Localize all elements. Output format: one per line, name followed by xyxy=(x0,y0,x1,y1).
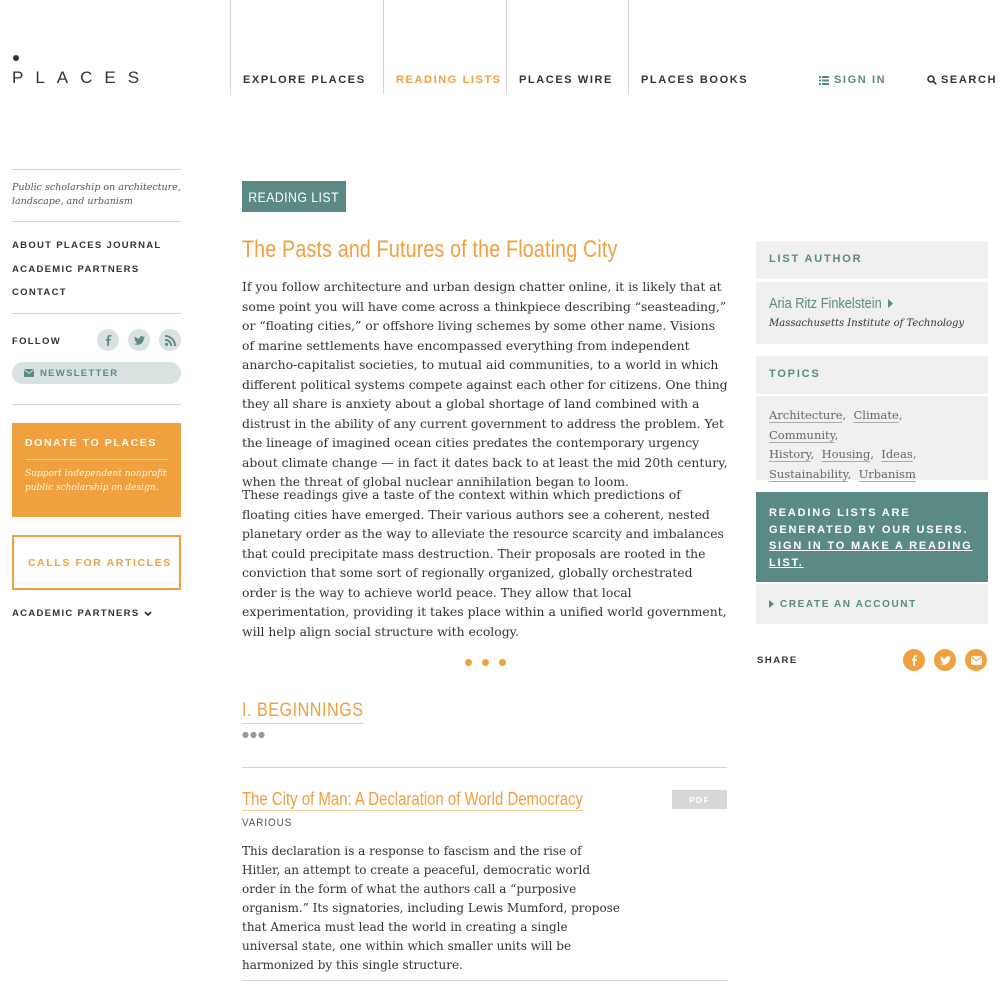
topic-link[interactable]: Sustainability xyxy=(769,466,848,481)
follow-facebook-button[interactable] xyxy=(97,329,119,351)
topic-link[interactable]: Community xyxy=(769,427,835,442)
author-affiliation: Massachusetts Institute of Technology xyxy=(769,318,965,329)
share-label: SHARE xyxy=(757,655,798,666)
share-twitter-button[interactable] xyxy=(934,649,956,671)
twitter-icon xyxy=(134,335,145,346)
section-title: I. BEGINNINGS xyxy=(242,700,363,724)
entry-divider xyxy=(242,980,727,981)
twitter-icon xyxy=(940,655,951,666)
topics-header xyxy=(756,356,988,394)
facebook-icon xyxy=(103,335,114,346)
sidebar-link-contact[interactable]: CONTACT xyxy=(12,287,67,298)
search-icon xyxy=(927,75,937,85)
section-mini-dots: ●●● xyxy=(242,730,266,739)
follow-twitter-button[interactable] xyxy=(128,329,150,351)
create-account-label: CREATE AN ACCOUNT xyxy=(780,598,917,610)
places-logo[interactable]: PLACES xyxy=(12,68,152,87)
topic-link[interactable]: Architecture xyxy=(769,408,843,422)
sign-in-label: SIGN IN xyxy=(834,74,887,86)
logo-dot xyxy=(13,55,19,61)
topics-label: TOPICS xyxy=(769,368,821,380)
sidebar-divider xyxy=(12,404,181,405)
sidebar-link-about[interactable]: ABOUT PLACES JOURNAL xyxy=(12,240,162,251)
search-label: SEARCH xyxy=(941,74,998,86)
list-author-label: LIST AUTHOR xyxy=(769,253,863,265)
sign-in-prompt xyxy=(756,492,988,582)
share-email-button[interactable] xyxy=(965,649,987,671)
chevron-down-icon xyxy=(144,611,152,617)
reading-list-badge-label: READING LIST xyxy=(248,188,340,205)
topic-link[interactable]: Ideas xyxy=(881,447,913,461)
donate-subtitle: Support independent nonprofit public scholarship on design. xyxy=(25,469,167,493)
topics-panel xyxy=(756,396,988,480)
entry-divider xyxy=(242,767,727,768)
nav-explore-places[interactable]: EXPLORE PLACES xyxy=(243,74,366,86)
calls-for-articles-button[interactable] xyxy=(12,535,181,590)
facebook-icon xyxy=(909,655,920,666)
rss-icon xyxy=(165,335,176,346)
reading-list-badge xyxy=(242,181,346,212)
intro-paragraph: These readings give a taste of the context within which predictions of floating cities have emerged. Their various authors see a coherent, nested planetary order as the way to alleviate the resource scarcity and imbalances that could precipitate mass destruction. Their proposals are rooted in the conviction that some sort of regionally organized, globally orchestrated order is the way to achieve world peace. They allow that local experimentation, providing it takes place within a unified world government, will help align social structure with ecology. xyxy=(242,487,727,639)
sidebar-link-academic-partners[interactable]: ACADEMIC PARTNERS xyxy=(12,264,140,275)
sign-in-prompt-text: READING LISTS ARE GENERATED BY OUR USERS. xyxy=(769,507,969,536)
caret-right-icon xyxy=(888,299,894,308)
author-name[interactable]: Aria Ritz Finkelstein xyxy=(769,295,882,312)
topics-list: Architecture, Climate, Community, History, Housing, Ideas, Sustainability, Urbanism xyxy=(769,408,917,481)
donate-panel[interactable] xyxy=(12,423,181,517)
nav-divider xyxy=(383,0,384,94)
sidebar-divider xyxy=(12,221,181,222)
nav-places-books[interactable]: PLACES BOOKS xyxy=(641,74,749,86)
entry-description: This declaration is a response to fascism and the rise of Hitler, an attempt to create a peaceful, democratic world order in the form of what the authors call a “purposive organism.” Its signatories, including Lewis Mumford, propose that America must lead the world in creating a single universal state, one within which smaller units will be harmonized by this single structure. xyxy=(242,844,620,972)
sidebar-divider xyxy=(12,169,181,170)
entry-title-link[interactable]: The City of Man: A Declaration of World Democracy xyxy=(242,789,583,809)
donate-rule xyxy=(25,459,168,460)
nav-divider xyxy=(230,0,231,94)
sidebar-divider xyxy=(12,313,181,314)
section-separator-dots xyxy=(465,659,506,666)
sign-in-button[interactable] xyxy=(819,74,886,86)
newsletter-label: NEWSLETTER xyxy=(40,367,119,379)
calls-for-articles-label: CALLS FOR ARTICLES xyxy=(28,556,172,569)
nav-places-wire[interactable]: PLACES WIRE xyxy=(519,74,613,86)
caret-right-icon xyxy=(769,600,774,608)
academic-partners-dropdown[interactable] xyxy=(12,608,152,619)
follow-label: FOLLOW xyxy=(12,336,61,347)
list-author-header xyxy=(756,241,988,279)
search-button[interactable] xyxy=(927,74,997,86)
create-account-button[interactable] xyxy=(756,584,988,624)
page-title: The Pasts and Futures of the Floating City xyxy=(242,236,618,263)
nav-reading-lists[interactable]: READING LISTS xyxy=(396,74,502,86)
share-facebook-button[interactable] xyxy=(903,649,925,671)
nav-divider xyxy=(506,0,507,94)
follow-rss-button[interactable] xyxy=(159,329,181,351)
academic-partners-label: ACADEMIC PARTNERS xyxy=(12,608,140,619)
list-icon xyxy=(819,76,829,85)
topic-link[interactable]: Climate xyxy=(853,408,899,422)
email-icon xyxy=(971,655,982,666)
sign-in-prompt-link[interactable]: SIGN IN TO MAKE A READING LIST. xyxy=(769,540,973,569)
donate-title[interactable]: DONATE TO PLACES xyxy=(25,437,157,449)
newsletter-button[interactable] xyxy=(12,362,181,384)
topic-link[interactable]: History xyxy=(769,447,811,461)
pdf-button[interactable]: PDF xyxy=(672,790,727,809)
list-author-panel xyxy=(756,282,988,344)
author-link[interactable] xyxy=(769,295,975,312)
site-tagline: Public scholarship on architecture, landscape, and urbanism xyxy=(12,182,181,207)
topic-link[interactable]: Housing xyxy=(821,447,871,461)
topic-link[interactable]: Urbanism xyxy=(858,466,916,481)
intro-paragraph: If you follow architecture and urban design chatter online, it is likely that at some point you will have come across a thinkpiece describing “seasteading,” or “floating cities,” or offshore living schemes by some other name. Visions of marine settlements have encompassed everything from independent anarcho-capitalist societies, to mutual aid communities, to a world in which different political systems compete against each other for citizens. One thing they all share is anxiety about a global shortage of land combined with a distrust in the ability of any current government to address the problem. Yet the lineage of imagined ocean cities predates the contemporary urgency about climate change — in fact it dates back to at least the mid 20th century, when the threat of global nuclear annihilation began to loom. xyxy=(242,279,728,489)
nav-divider xyxy=(628,0,629,94)
envelope-icon xyxy=(24,369,34,377)
entry-author: VARIOUS xyxy=(242,817,293,829)
